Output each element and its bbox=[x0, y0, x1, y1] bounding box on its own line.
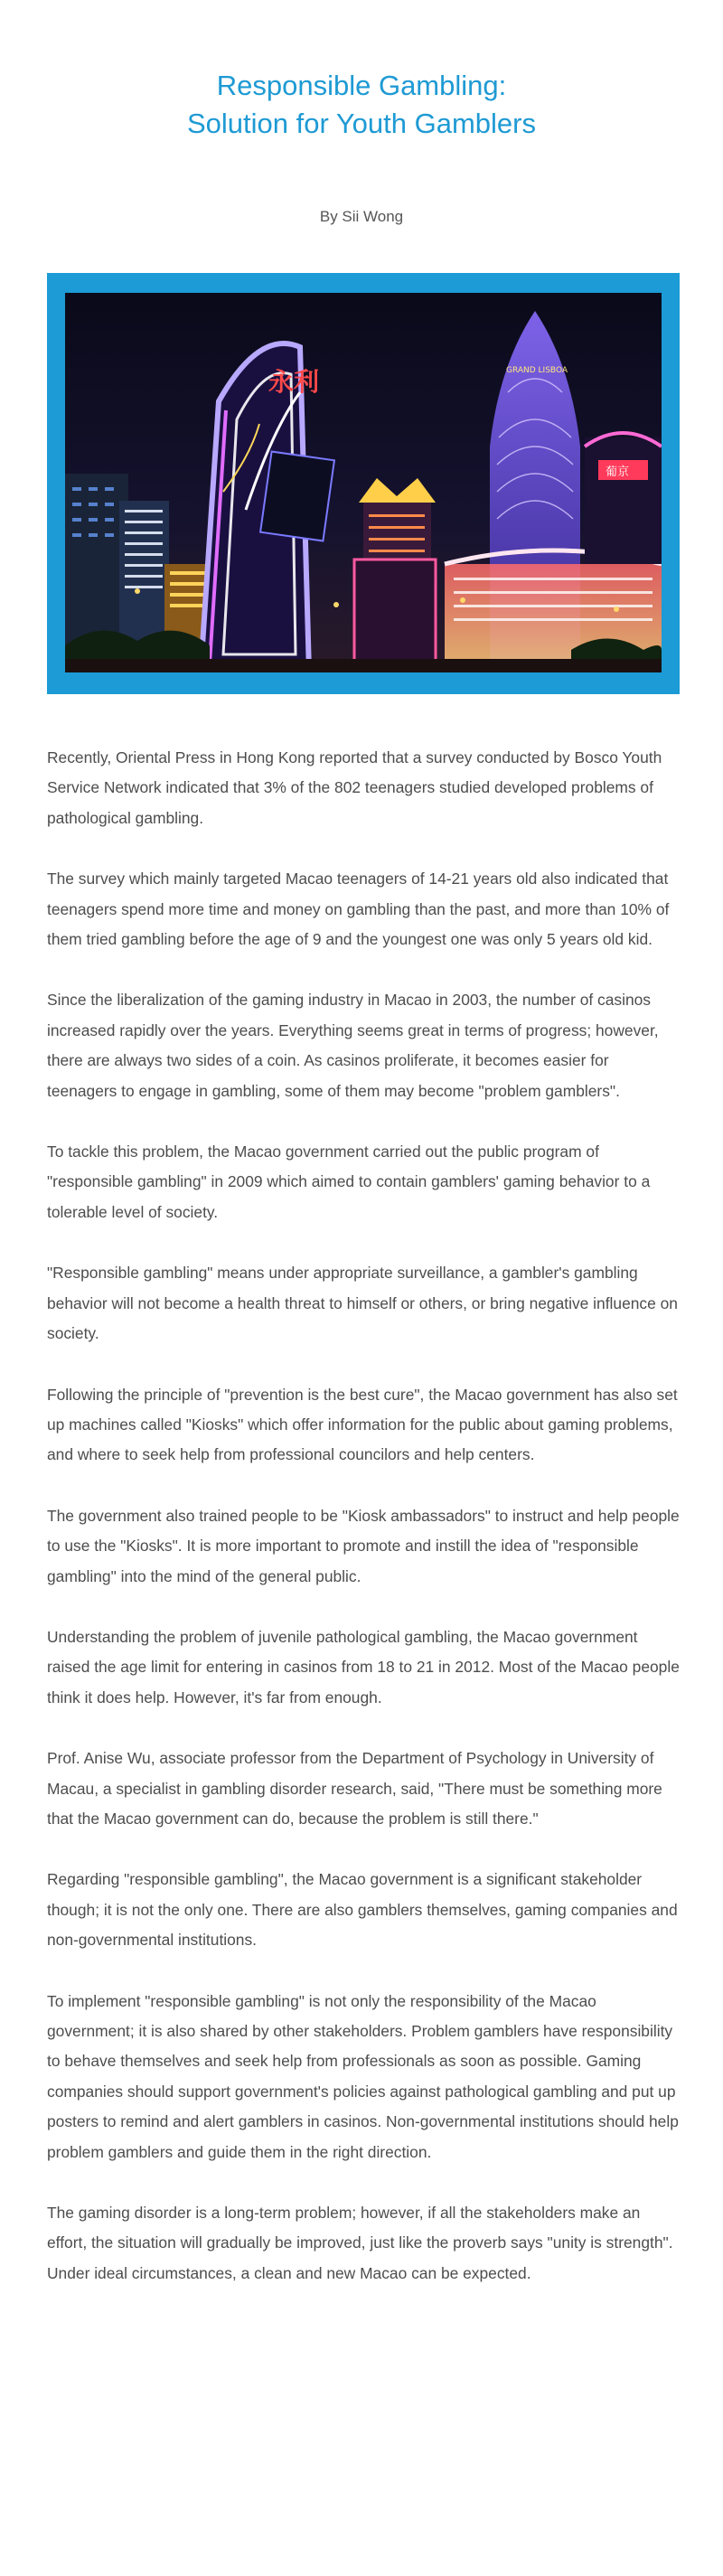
macao-casino-night-photo bbox=[65, 293, 662, 672]
casino-skyline-illustration bbox=[65, 293, 662, 672]
paragraph: Prof. Anise Wu, associate professor from the Department of Psychology in University of Macau, a specialist in gambling disorder research, said, "There must be something more that the Macao government can do, because the problem is still there." bbox=[47, 1749, 662, 1828]
paragraph: The gaming disorder is a long-term problem; however, if all the stakeholders make an effort, the situation will gradually be improved, just like the proverb says "unity is strength". Under ideal circumstances, a clean and new Macao can be expected. bbox=[47, 2204, 673, 2282]
article-title bbox=[0, 67, 723, 143]
article-body bbox=[47, 743, 680, 2319]
title-line-2: Solution for Youth Gamblers bbox=[186, 108, 537, 139]
author-byline: By Sii Wong bbox=[319, 208, 404, 225]
paragraph: To tackle this problem, the Macao government carried out the public program of "responsible gambling" in 2009 which aimed to contain gamblers' gaming behavior to a tolerable level of society. bbox=[47, 1142, 651, 1221]
paragraph: Since the liberalization of the gaming industry in Macao in 2003, the number of casinos increased rapidly over the years. Everything seems great in terms of progress; however, there are always two sides of a coin. As casinos proliferate, it becomes easier for teenagers to engage in gambling, some of them may become "problem gamblers". bbox=[47, 991, 659, 1100]
svg-text:葡京: 葡京 bbox=[606, 465, 630, 479]
paragraph: "Responsible gambling" means under appropriate surveillance, a gambler's gambling behavior will not become a health threat to himself or others, or bring negative influence on society. bbox=[47, 1264, 678, 1343]
svg-text:GRAND LISBOA: GRAND LISBOA bbox=[506, 366, 568, 375]
title-line-1: Responsible Gambling: bbox=[216, 70, 507, 101]
paragraph: Understanding the problem of juvenile pathological gambling, the Macao government raised the age limit for entering in casinos from 18 to 21 in 2012. Most of the Macao people think it does help. However, it's far from enough. bbox=[47, 1627, 680, 1706]
svg-text:永利: 永利 bbox=[268, 367, 320, 397]
paragraph: Recently, Oriental Press in Hong Kong reported that a survey conducted by Bosco Youth Service Network indicated that 3% of the 802 teenagers studied developed problems of pathological gambling. bbox=[47, 748, 662, 827]
paragraph: The survey which mainly targeted Macao teenagers of 14-21 years old also indicated that teenagers spend more time and money on gambling than the past, and more than 10% of them tried gambling before the age of 9 and the youngest one was only 5 years old kid. bbox=[47, 870, 670, 949]
paragraph: To implement "responsible gambling" is not only the responsibility of the Macao government; it is also shared by other stakeholders. Problem gamblers have responsibility to behave themselves and seek help from professionals as soon as possible. Gaming companies should support government's policies against pathological gambling and put up posters to remind and alert gamblers in casinos. Non-governmental institutions should help problem gamblers and guide them in the right direction. bbox=[47, 1991, 679, 2161]
paragraph: Following the principle of "prevention is the best cure", the Macao government has also set up machines called "Kiosks" which offer information for the public about gaming problems, and where to seek help from professional councilors and help centers. bbox=[47, 1385, 678, 1464]
paragraph: The government also trained people to be "Kiosk ambassadors" to instruct and help people to use the "Kiosks". It is more important to promote and instill the idea of "responsible gambling" into the mind of the general public. bbox=[47, 1506, 680, 1585]
photo-frame bbox=[47, 273, 680, 694]
paragraph: Regarding "responsible gambling", the Macao government is a significant stakeholder though; it is not the only one. There are also gamblers themselves, gaming companies and non-governmental institutions. bbox=[47, 1870, 678, 1950]
